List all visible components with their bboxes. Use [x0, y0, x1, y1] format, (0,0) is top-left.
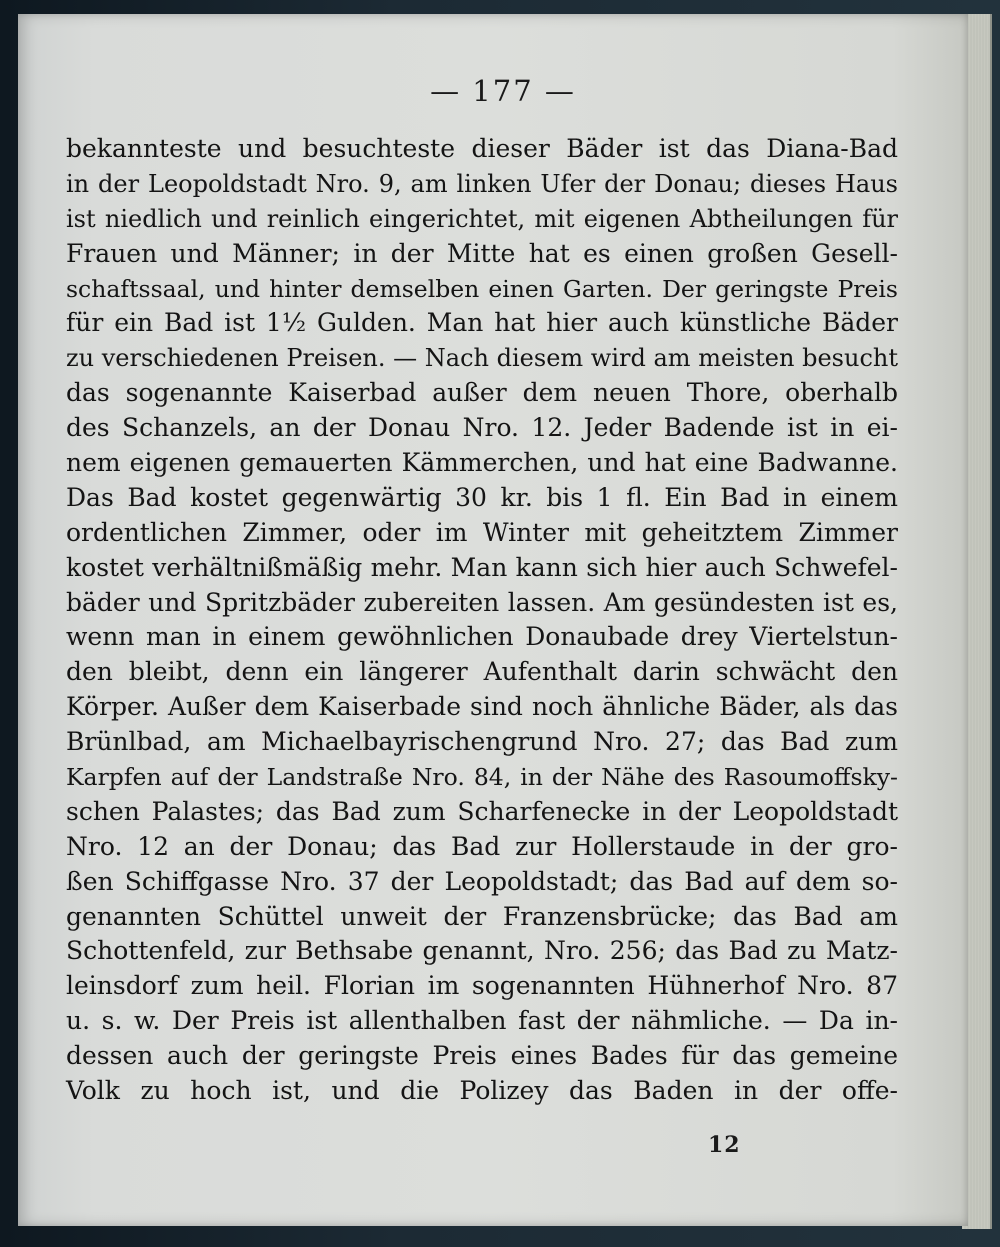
text-line: Nro. 12 an der Donau; das Bad zur Hollerstaude in der gro-: [66, 831, 898, 861]
text-line: in der Leopoldstadt Nro. 9, am linken Ufer der Donau; dieses Haus: [66, 169, 898, 198]
text-line: Schottenfeld, zur Bethsabe genannt, Nro. 256; das Bad zu Matz-: [66, 936, 898, 966]
text-line: zu verschiedenen Preisen. — Nach diesem wird am meisten besucht: [66, 344, 898, 373]
text-line: das sogenannte Kaiserbad außer dem neuen Thore, oberhalb: [66, 378, 898, 408]
text-line: ßen Schiffgasse Nro. 37 der Leopoldstadt; das Bad auf dem so-: [66, 866, 898, 896]
text-line: ist niedlich und reinlich eingerichtet, mit eigenen Abtheilungen für: [66, 204, 898, 233]
text-line: Frauen und Männer; in der Mitte hat es einen großen Gesell-: [66, 238, 898, 268]
text-line: genannten Schüttel unweit der Franzensbrücke; das Bad am: [66, 901, 898, 931]
text-line: ordentlichen Zimmer, oder im Winter mit geheitztem Zimmer: [66, 517, 898, 547]
text-line: Karpfen auf der Landstraße Nro. 84, in der Nähe des Rasoumoffsky-: [66, 763, 898, 792]
text-line: den bleibt, denn ein längerer Aufenthalt darin schwächt den: [66, 657, 898, 687]
text-line: leinsdorf zum heil. Florian im sogenannten Hühnerhof Nro. 87: [66, 971, 898, 1001]
text-line: des Schanzels, an der Donau Nro. 12. Jeder Badende ist in ei-: [66, 413, 898, 443]
body-text: [66, 132, 898, 1132]
page-number: — 177 —: [430, 74, 576, 108]
text-line: Das Bad kostet gegenwärtig 30 kr. bis 1 fl. Ein Bad in einem: [66, 482, 898, 512]
text-line: Brünlbad, am Michaelbayrischengrund Nro. 27; das Bad zum: [66, 727, 898, 757]
text-line: u. s. w. Der Preis ist allenthalben fast der nähmliche. — Da in-: [66, 1006, 898, 1036]
text-line: kostet verhältnißmäßig mehr. Man kann sich hier auch Schwefel-: [66, 552, 898, 582]
text-line: dessen auch der geringste Preis eines Bades für das gemeine: [66, 1041, 898, 1071]
text-line: bäder und Spritzbäder zubereiten lassen. Am gesündesten ist es,: [66, 587, 898, 617]
text-line: schaftssaal, und hinter demselben einen Garten. Der geringste Preis: [66, 274, 898, 303]
text-line: Körper. Außer dem Kaiserbade sind noch ähnliche Bäder, als das: [66, 692, 898, 722]
text-line: Volk zu hoch ist, und die Polizey das Baden in der offe-: [66, 1076, 898, 1106]
text-line: für ein Bad ist 1½ Gulden. Man hat hier auch künstliche Bäder: [66, 308, 898, 338]
text-line: bekannteste und besuchteste dieser Bäder ist das Diana-Bad: [66, 134, 898, 163]
text-line: wenn man in einem gewöhnlichen Donaubade drey Viertelstun-: [66, 622, 898, 652]
signature-mark: 12: [708, 1132, 741, 1158]
text-line: nem eigenen gemauerten Kämmerchen, und hat eine Badwanne.: [66, 448, 898, 478]
book-page: [18, 14, 968, 1226]
text-line: schen Palastes; das Bad zum Scharfenecke in der Leopoldstadt: [66, 796, 898, 826]
